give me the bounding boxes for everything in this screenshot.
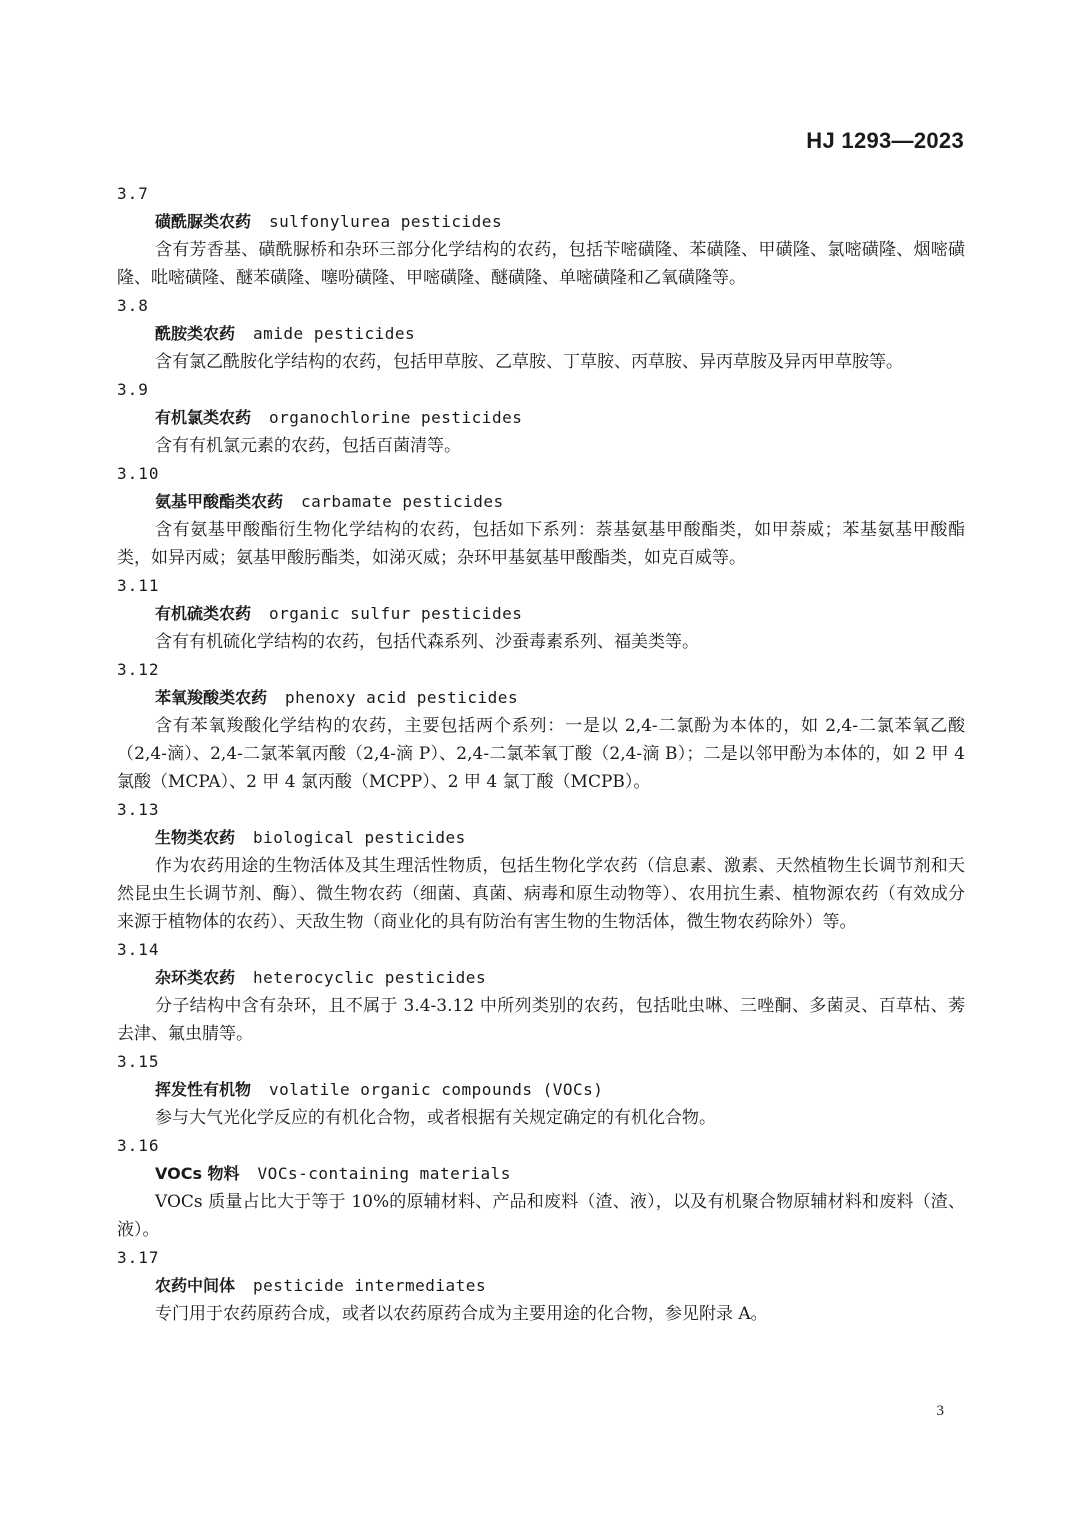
term-english: phenoxy acid pesticides [285,688,519,707]
term-definition: 含有氨基甲酸酯衍生物化学结构的农药，包括如下系列：萘基氨基甲酸酯类，如甲萘威；苯基氨基甲酸酯类，如异丙威；氨基甲酸肟酯类，如涕灭威；杂环甲基氨基甲酸酯类，如克百威等。 [117,520,965,568]
clause-number: 3.10 [117,464,160,483]
term-definition: 专门用于农药原药合成，或者以农药原药合成为主要用途的化合物，参见附录 A。 [155,1304,768,1324]
term-english: pesticide intermediates [253,1276,487,1295]
clause-number: 3.9 [117,380,149,399]
term-english: VOCs-containing materials [257,1164,511,1183]
definition-section [117,656,965,796]
term-line [117,1160,965,1188]
term-chinese: 氨基甲酸酯类农药 [155,492,284,511]
term-chinese: VOCs 物料 [155,1164,240,1183]
term-chinese: 苯氧羧酸类农药 [155,688,268,707]
term-line [117,208,965,236]
definition-section [117,376,965,460]
definition-section [117,460,965,572]
clause-number: 3.13 [117,800,160,819]
page-number: 3 [936,1403,944,1419]
term-definition: 含有有机氯元素的农药，包括百菌清等。 [155,436,461,456]
term-chinese: 生物类农药 [155,828,236,847]
definition-section [117,1132,965,1244]
definition-section [117,1048,965,1132]
clause-number: 3.8 [117,296,149,315]
term-line [117,600,965,628]
definitions-list [117,180,965,1328]
document-code: HJ 1293—2023 [806,128,964,153]
term-chinese: 磺酰脲类农药 [155,212,252,231]
definition-section [117,1244,965,1328]
term-chinese: 挥发性有机物 [155,1080,252,1099]
term-definition: 含有有机硫化学结构的农药，包括代森系列、沙蚕毒素系列、福美类等。 [155,632,699,652]
term-english: volatile organic compounds (VOCs) [269,1080,604,1099]
clause-number: 3.12 [117,660,160,679]
term-english: sulfonylurea pesticides [269,212,503,231]
term-chinese: 有机硫类农药 [155,604,252,623]
term-english: carbamate pesticides [301,492,504,511]
term-english: biological pesticides [253,828,466,847]
term-definition: 含有氯乙酰胺化学结构的农药，包括甲草胺、乙草胺、丁草胺、丙草胺、异丙草胺及异丙甲草胺等。 [155,352,903,372]
definition-section [117,292,965,376]
term-line [117,824,965,852]
term-english: amide pesticides [253,324,416,343]
term-chinese: 酰胺类农药 [155,324,236,343]
clause-number: 3.7 [117,184,149,203]
term-line [117,1076,965,1104]
clause-number: 3.14 [117,940,160,959]
term-english: organic sulfur pesticides [269,604,523,623]
clause-number: 3.11 [117,576,160,595]
definition-section [117,796,965,936]
term-definition: 分子结构中含有杂环，且不属于 3.4-3.12 中所列类别的农药，包括吡虫啉、三唑酮、多菌灵、百草枯、莠去津、氟虫腈等。 [117,996,965,1044]
term-line [117,320,965,348]
term-line [117,684,965,712]
term-line [117,404,965,432]
term-chinese: 杂环类农药 [155,968,236,987]
term-chinese: 有机氯类农药 [155,408,252,427]
definition-section [117,572,965,656]
term-definition: VOCs 质量占比大于等于 10%的原辅材料、产品和废料（渣、液），以及有机聚合物原辅材料和废料（渣、液）。 [117,1192,965,1240]
term-line [117,964,965,992]
term-definition: 含有苯氧羧酸化学结构的农药，主要包括两个系列：一是以 2,4-二氯酚为本体的，如 2,4-二氯苯氧乙酸（2,4-滴）、2,4-二氯苯氧丙酸（2,4-滴 P）、2,4-二氯苯氧丁酸（2,4-滴 B）；二是以邻甲酚为本体的，如 2 甲 4 氯酸（MCPA）、2 甲 4 氯丙酸（MCPP）、2 甲 4 氯丁酸（MCPB）。 [117,716,965,792]
term-definition: 作为农药用途的生物活体及其生理活性物质，包括生物化学农药（信息素、激素、天然植物生长调节剂和天然昆虫生长调节剂、酶）、微生物农药（细菌、真菌、病毒和原生动物等）、农用抗生素、植物源农药（有效成分来源于植物体的农药）、天敌生物（商业化的具有防治有害生物的生物活体，微生物农药除外）等。 [117,856,965,932]
term-chinese: 农药中间体 [155,1276,236,1295]
term-english: heterocyclic pesticides [253,968,487,987]
term-definition: 参与大气光化学反应的有机化合物，或者根据有关规定确定的有机化合物。 [155,1108,716,1128]
definition-section [117,180,965,292]
term-line [117,488,965,516]
clause-number: 3.15 [117,1052,160,1071]
term-definition: 含有芳香基、磺酰脲桥和杂环三部分化学结构的农药，包括苄嘧磺隆、苯磺隆、甲磺隆、氯嘧磺隆、烟嘧磺隆、吡嘧磺隆、醚苯磺隆、噻吩磺隆、甲嘧磺隆、醚磺隆、单嘧磺隆和乙氧磺隆等。 [117,240,965,288]
term-line [117,1272,965,1300]
clause-number: 3.17 [117,1248,160,1267]
definition-section [117,936,965,1048]
term-english: organochlorine pesticides [269,408,523,427]
clause-number: 3.16 [117,1136,160,1155]
